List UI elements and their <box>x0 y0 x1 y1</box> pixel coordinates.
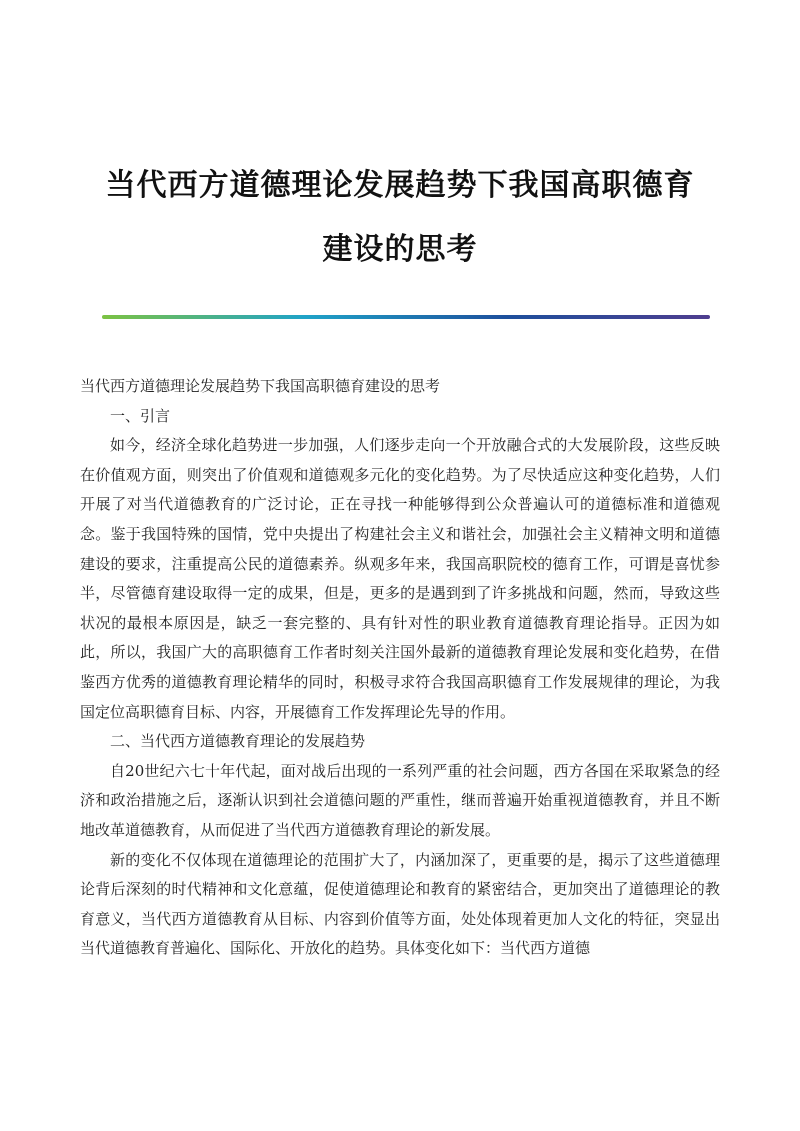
paragraph: 如今，经济全球化趋势进一步加强，人们逐步走向一个开放融合式的大发展阶段，这些反映在价值观方面，则突出了价值观和道德观多元化的变化趋势。为了尽快适应这种变化趋势，人们开展了对当代道德教育的广泛讨论，正在寻找一种能够得到公众普遍认可的道德标准和道德观念。鉴于我国特殊的国情，党中央提出了构建社会主义和谐社会，加强社会主义精神文明和道德建设的要求，注重提高公民的道德素养。纵观多年来，我国高职院校的德育工作，可谓是喜忧参半，尽管德育建设取得一定的成果，但是，更多的是遇到到了许多挑战和问题，然而，导致这些状况的最根本原因是，缺乏一套完整的、具有针对性的职业教育道德教育理论指导。正因为如此，所以，我国广大的高职德育工作者时刻关注国外最新的道德教育理论发展和变化趋势，在借鉴西方优秀的道德教育理论精华的同时，积极寻求符合我国高职德育工作发展规律的理论，为我国定位高职德育目标、内容，开展德育工作发挥理论先导的作用。 <box>80 436 720 721</box>
title-divider <box>102 315 710 319</box>
section-heading-trends: 二、当代西方道德教育理论的发展趋势 <box>110 732 366 751</box>
section-heading-introduction: 一、引言 <box>110 406 171 425</box>
document-body <box>80 372 720 964</box>
paragraph: 新的变化不仅体现在道德理论的范围扩大了，内涵加深了，更重要的是，揭示了这些道德理论背后深刻的时代精神和文化意蕴，促使道德理论和教育的紧密结合，更加突出了道德理论的教育意义，当代西方道德教育从目标、内容到价值等方面，处处体现着更加人文化的特征，突显出当代道德教育普遍化、国际化、开放化的趋势。具体变化如下：当代西方道德 <box>80 850 720 958</box>
document-subtitle: 当代西方道德理论发展趋势下我国高职德育建设的思考 <box>80 377 441 395</box>
document-title-line-1: 当代西方道德理论发展趋势下我国高职德育 <box>105 168 695 203</box>
document-title-line-2: 建设的思考 <box>322 232 478 267</box>
paragraph: 自20世纪六七十年代起，面对战后出现的一系列严重的社会问题，西方各国在采取紧急的经济和政治措施之后，逐渐认识到社会道德问题的严重性，继而普遍开始重视道德教育，并且不断地改革道德教育，从而促进了当代西方道德教育理论的新发展。 <box>80 761 720 839</box>
